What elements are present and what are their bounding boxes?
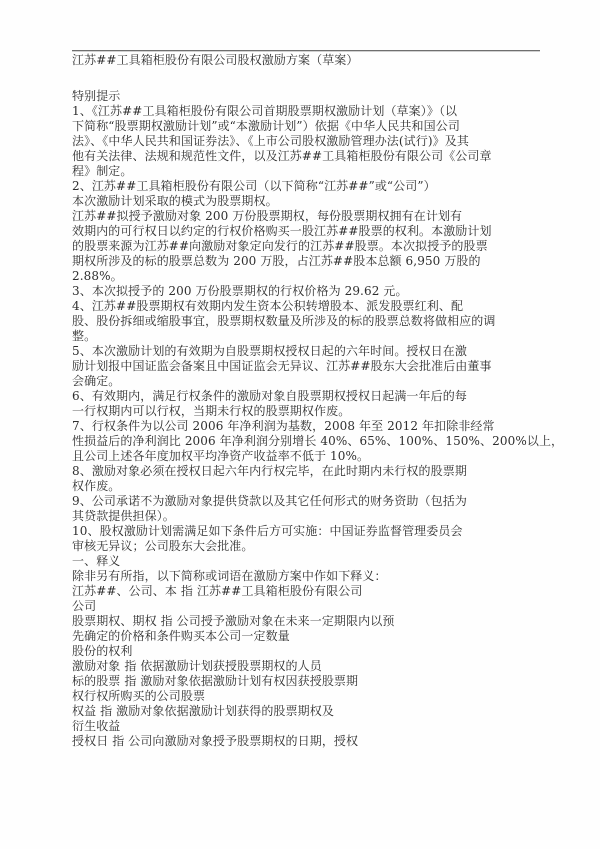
text-line: 公司 — [72, 599, 97, 613]
text-line: 7、行权条件为以公司 2006 年净利润为基数，2008 年至 2012 年扣除非经常 — [72, 419, 495, 433]
text-line: 3、本次拟授予的 200 万份股票期权的行权价格为 29.62 元。 — [72, 284, 408, 298]
text-line: 标的股票 指 激励对象依据激励计划有权因获授股票期 — [72, 674, 359, 688]
text-line: 授权日 指 公司向激励对象授予股票期权的日期，授权 — [72, 734, 359, 748]
text-line: 权作废。 — [72, 479, 121, 493]
text-line: 5、本次激励计划的有效期为自股票期权授权日起的六年时间。授权日在激 — [72, 344, 467, 358]
document-body — [72, 53, 572, 749]
text-line: 程》制定。 — [72, 164, 133, 178]
text-line: 8、激励对象必须在授权日起六年内行权完毕，在此时期内未行权的股票期 — [72, 464, 467, 478]
text-line: 股票期权、期权 指 公司授予激励对象在未来一定期限内以预 — [72, 614, 395, 628]
text-line: 股份的权利 — [72, 644, 133, 658]
text-line: 权益 指 激励对象依据激励计划获得的股票期权及 — [72, 704, 334, 718]
header-rule — [72, 50, 540, 51]
section-heading: 一、释义 — [72, 554, 121, 568]
text-line: 2.88%。 — [72, 269, 123, 283]
text-line: 股、股份拆细或缩股事宜，股票期权数量及所涉及的标的股票总数将做相应的调 — [72, 314, 496, 328]
section-heading: 特别提示 — [72, 89, 121, 103]
document-title: 江苏##工具箱柜股份有限公司股权激励方案（草案） — [72, 53, 359, 67]
text-line: 法》、《中华人民共和国证券法》、《上市公司股权激励管理办法(试行)》及其 — [72, 134, 469, 148]
document-sections — [72, 89, 572, 749]
text-line: 效期内的可行权日以约定的行权价格购买一股江苏##股票的权利。本激励计划 — [72, 224, 492, 238]
text-line: 2、江苏##工具箱柜股份有限公司（以下简称“江苏##”或“公司”） — [72, 179, 436, 193]
text-line: 会确定。 — [72, 374, 121, 388]
text-line: 权行权所购买的公司股票 — [72, 689, 206, 703]
text-line: 1、《江苏##工具箱柜股份有限公司首期股票期权激励计划（草案）》（以 — [72, 104, 458, 118]
text-line: 江苏##、公司、本 指 江苏##工具箱柜股份有限公司 — [72, 584, 363, 598]
text-line: 审核无异议；公司股东大会批准。 — [72, 539, 254, 553]
text-line: 励计划报中国证监会备案且中国证监会无异议、江苏##股东大会批准后由董事 — [72, 359, 492, 373]
text-line: 一行权期内可以行权，当期未行权的股票期权作废。 — [72, 404, 351, 418]
text-line: 下简称“股票期权激励计划”或“本激励计划”）依据《中华人民共和国公司 — [72, 119, 460, 133]
text-line: 其贷款提供担保）。 — [72, 509, 175, 523]
text-line: 江苏##拟授予激励对象 200 万份股票期权，每份股票期权拥有在计划有 — [72, 209, 463, 223]
text-line: 除非另有所指，以下简称或词语在激励方案中作如下释义： — [72, 569, 387, 583]
text-line: 激励对象 指 依据激励计划获授股票期权的人员 — [72, 659, 322, 673]
text-line: 整。 — [72, 329, 97, 343]
text-line: 4、江苏##股票期权有效期内发生资本公积转增股本、派发股票红利、配 — [72, 299, 464, 313]
text-line: 期权所涉及的标的股票总数为 200 万股，占江苏##股本总额 6,950 万股的 — [72, 254, 481, 268]
text-line: 先确定的价格和条件购买本公司一定数量 — [72, 629, 290, 643]
text-line: 的股票来源为江苏##向激励对象定向发行的江苏##股票。本次拟授予的股票 — [72, 239, 488, 253]
text-line: 性损益后的净利润比 2006 年净利润分别增长 40%、65%、100%、150%、200%以上， — [72, 434, 564, 448]
text-line: 6、有效期内，满足行权条件的激励对象自股票期权授权日起满一年后的每 — [72, 389, 467, 403]
text-line: 衍生收益 — [72, 719, 121, 733]
text-line: 本次激励计划采取的模式为股票期权。 — [72, 194, 278, 208]
text-line: 他有关法律、法规和规范性文件，以及江苏##工具箱柜股份有限公司《公司章 — [72, 149, 492, 163]
text-line: 且公司上述各年度加权平均净资产收益率不低于 10%。 — [72, 449, 370, 463]
text-line: 10、股权激励计划需满足如下条件后方可实施：中国证券监督管理委员会 — [72, 524, 463, 538]
text-line: 9、公司承诺不为激励对象提供贷款以及其它任何形式的财务资助（包括为 — [72, 494, 467, 508]
